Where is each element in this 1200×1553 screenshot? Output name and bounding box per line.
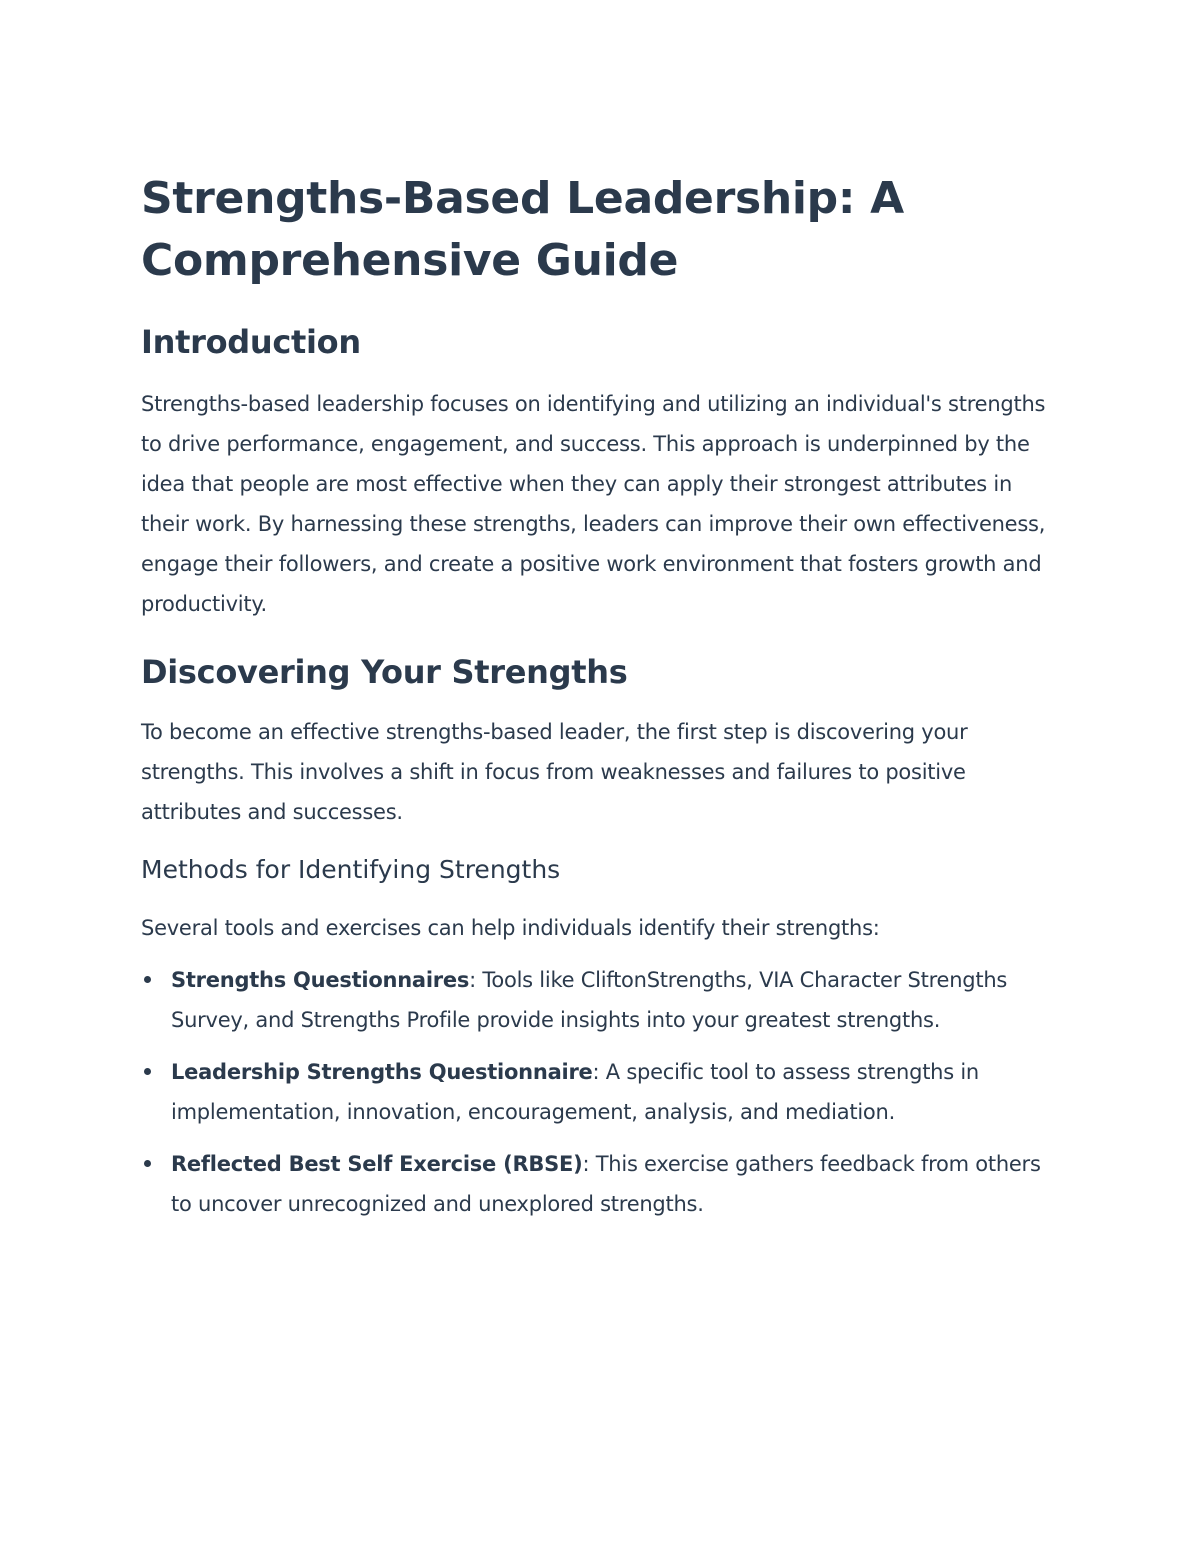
document-page	[141, 168, 1061, 1224]
list-item-text: : A specific tool to assess strengths in implementation, innovation, encouragement, analysis, and mediation.	[171, 1060, 979, 1124]
bullet-icon	[144, 1160, 151, 1167]
list-item-term: Strengths Questionnaires	[171, 968, 470, 992]
list-item-term: Reflected Best Self Exercise (RBSE)	[171, 1152, 583, 1176]
document-title: Strengths-Based Leadership: A Comprehensive Guide	[141, 173, 904, 286]
list-item-text: : Tools like CliftonStrengths, VIA Character Strengths Survey, and Strengths Profile provide insights into your greatest strengths.	[171, 968, 1008, 1032]
discovering-heading: Discovering Your Strengths	[141, 653, 628, 691]
methods-list	[141, 960, 1061, 1224]
bullet-icon	[144, 976, 151, 983]
discovering-paragraph: To become an effective strengths-based leader, the first step is discovering your strengths. This involves a shift in focus from weaknesses and failures to positive attributes and successes.	[141, 720, 968, 824]
methods-heading: Methods for Identifying Strengths	[141, 855, 561, 884]
bullet-icon	[144, 1068, 151, 1075]
introduction-heading: Introduction	[141, 323, 361, 361]
list-item	[141, 1144, 1061, 1224]
list-item	[141, 960, 1061, 1040]
list-item	[141, 1052, 1061, 1132]
methods-intro-paragraph: Several tools and exercises can help individuals identify their strengths:	[141, 916, 880, 940]
list-item-term: Leadership Strengths Questionnaire	[171, 1060, 593, 1084]
list-item-text: : This exercise gathers feedback from others to uncover unrecognized and unexplored strengths.	[171, 1152, 1041, 1216]
introduction-paragraph: Strengths-based leadership focuses on identifying and utilizing an individual's strengths to drive performance, engagement, and success. This approach is underpinned by the idea that people are most effective when they can apply their strongest attributes in their work. By harnessing these strengths, leaders can improve their own effectiveness, engage their followers, and create a positive work environment that fosters growth and productivity.	[141, 392, 1046, 616]
